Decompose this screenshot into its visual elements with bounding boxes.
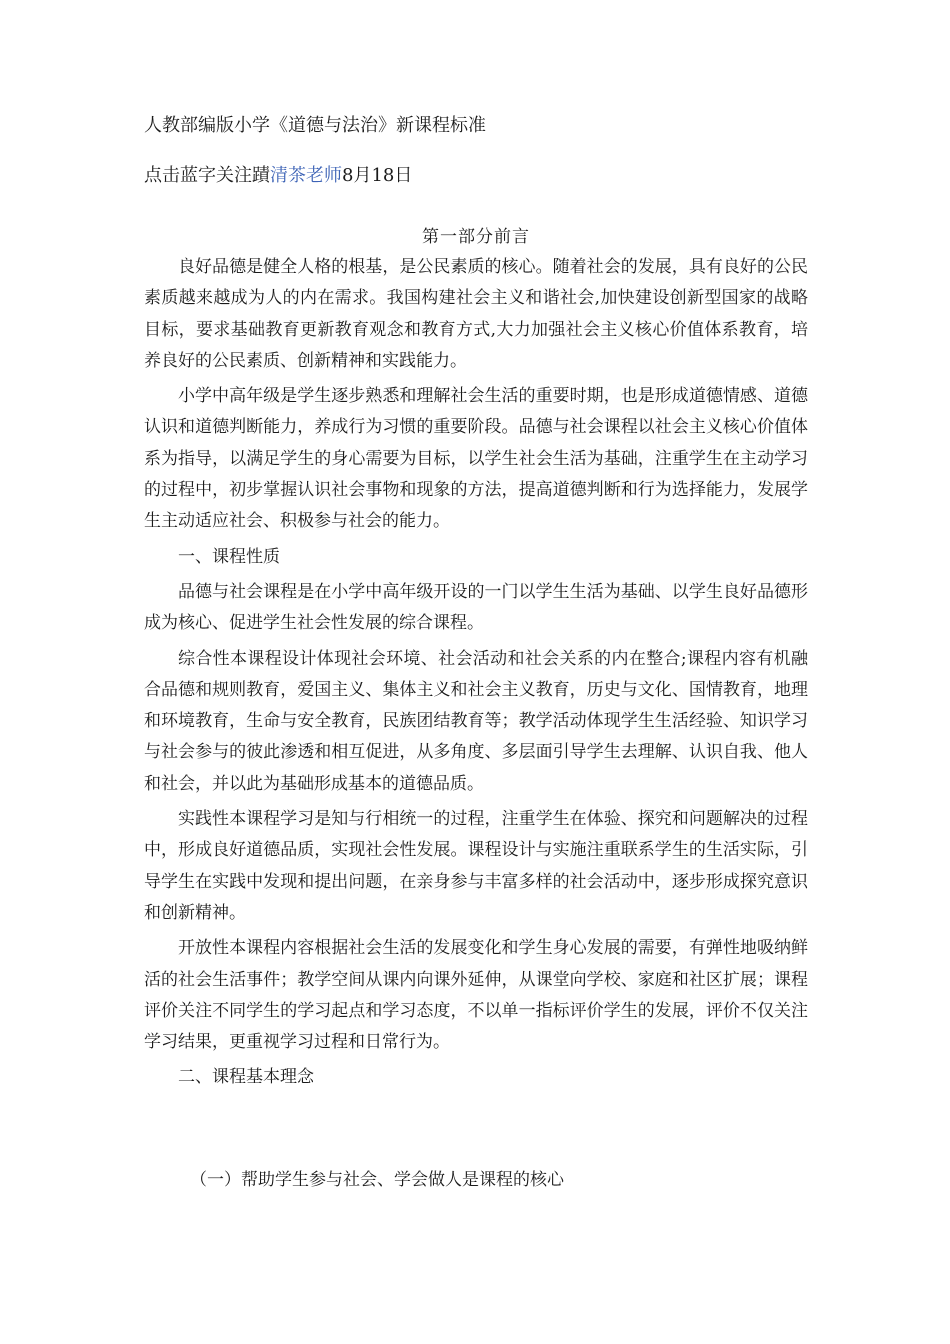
publish-date: 8月18日 <box>342 165 413 186</box>
follow-prompt: 点击蓝字关注 <box>144 165 252 186</box>
paragraph-intro-1: 良好品德是健全人格的根基，是公民素质的核心。随着社会的发展，具有良好的公民素质越来越成为人的内在需求。我国构建社会主义和谐社会,加快建设创新型国家的战略目标，要求基础教育更新教育观念和教育方式,大力加强社会主义核心价值体系教育，培养良好的公民素质、创新精神和实践能力。 <box>144 257 808 371</box>
article-meta <box>144 162 412 190</box>
author-link[interactable]: 清茶老师 <box>270 165 342 186</box>
heading-course-nature: 一、课程性质 <box>178 546 280 567</box>
paragraph-comprehensive: 综合性本课程设计体现社会环境、社会活动和社会关系的内在整合;课程内容有机融合品德和规则教育，爱国主义、集体主义和社会主义教育，历史与文化、国情教育，地理和环境教育，生命与安全教育，民族团结教育等；教学活动体现学生生活经验、知识学习与社会参与的彼此渗透和相互促进，从多角度、多层面引导学生去理解、认识自我、他人和社会，并以此为基础形成基本的道德品质。 <box>144 648 808 794</box>
paragraph-practical: 实践性本课程学习是知与行相统一的过程，注重学生在体验、探究和问题解决的过程中，形成良好道德品质，实现社会性发展。课程设计与实施注重联系学生的生活实际，引导学生在实践中发现和提出问题，在亲身参与丰富多样的社会活动中，逐步形成探究意识和创新精神。 <box>144 809 808 923</box>
heading-basic-concepts: 二、课程基本理念 <box>178 1067 314 1088</box>
paragraph-nature-1: 品德与社会课程是在小学中高年级开设的一门以学生生活为基础、以学生良好品德形成为核心、促进学生社会性发展的综合课程。 <box>144 581 808 634</box>
sub-heading-core: （一）帮助学生参与社会、学会做人是课程的核心 <box>190 1170 564 1190</box>
paragraph-open: 开放性本课程内容根据社会生活的发展变化和学生身心发展的需要，有弹性地吸纳鲜活的社会生活事件；教学空间从课内向课外延伸，从课堂向学校、家庭和社区扩展；课程评价关注不同学生的学习起点和学习态度，不以单一指标评价学生的发展，评价不仅关注学习结果，更重视学习过程和日常行为。 <box>144 938 808 1053</box>
document-body <box>144 252 808 1098</box>
document-title: 人教部编版小学《道德与法治》新课程标准 <box>144 115 486 136</box>
meta-glyph: 蹟 <box>252 165 270 186</box>
paragraph-intro-2: 小学中高年级是学生逐步熟悉和理解社会生活的重要时期，也是形成道德情感、道德认识和道德判断能力，养成行为习惯的重要阶段。品德与社会课程以社会主义核心价值体系为指导，以满足学生的身心需要为目标，以学生社会生活为基础，注重学生在主动学习的过程中，初步掌握认识社会事物和现象的方法，提高道德判断和行为选择能力，发展学生主动适应社会、积极参与社会的能力。 <box>144 386 808 532</box>
section-title: 第一部分前言 <box>422 227 530 247</box>
